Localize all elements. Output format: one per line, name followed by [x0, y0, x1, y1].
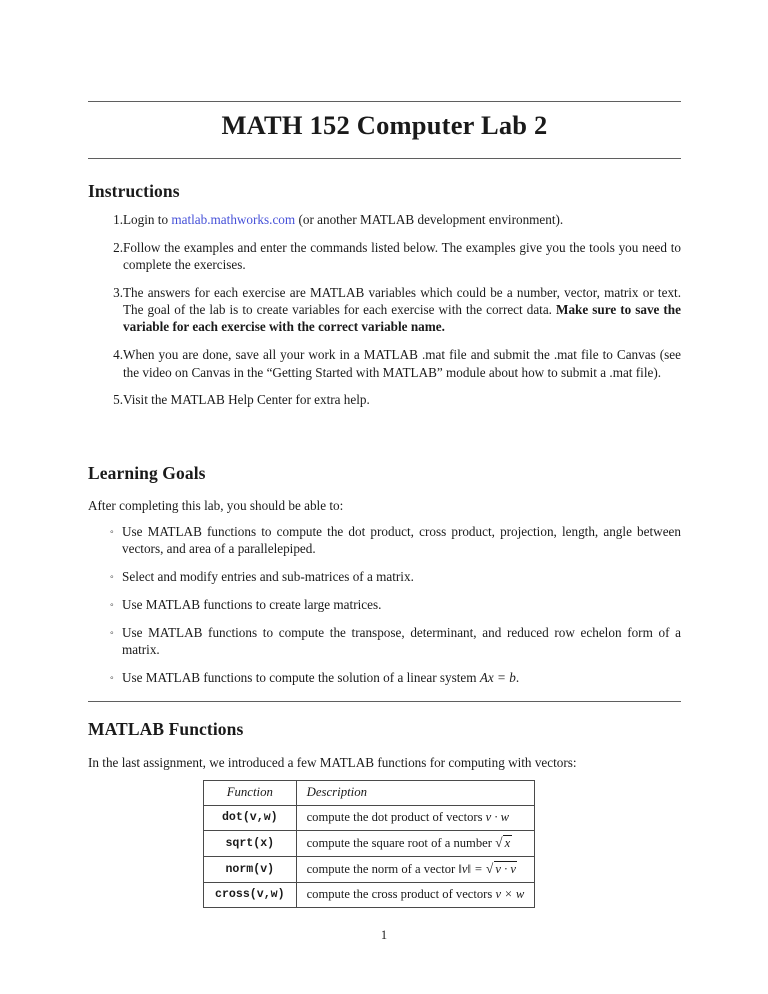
list-item [88, 239, 681, 274]
matlab-functions-intro: In the last assignment, we introduced a few MATLAB functions for computing with vectors: [88, 755, 577, 770]
table-row [204, 806, 535, 831]
description-text: compute the square root of a number [306, 836, 496, 850]
matlab-mathworks-link[interactable]: matlab.mathworks.com [171, 212, 296, 227]
table-header-row [204, 781, 535, 806]
table-header-function: Function [204, 781, 297, 806]
list-item [88, 624, 681, 659]
learning-goals-list [88, 523, 681, 686]
list-item-text: Follow the examples and enter the commands listed below. The examples give you the tools you need to complete the exercises. [123, 239, 681, 273]
table-cell-description [296, 883, 535, 908]
table-cell-function: norm(v) [204, 857, 297, 883]
list-item [88, 211, 681, 228]
bullet-icon: ◦ [110, 572, 114, 584]
inline-math: v × w [495, 887, 525, 901]
list-item-text: Use MATLAB functions to compute the solution of a linear system [122, 669, 480, 685]
learning-goals-intro: After completing this lab, you should be able to: [88, 498, 344, 513]
bullet-icon: ◦ [110, 627, 114, 639]
instructions-list [88, 211, 681, 409]
description-text: compute the norm of a vector [306, 862, 459, 876]
table-cell-function: cross(v,w) [204, 883, 297, 908]
sqrt-math [495, 835, 512, 851]
list-item-text: Use MATLAB functions to create large matrices. [122, 596, 382, 612]
list-item [88, 568, 681, 585]
bullet-icon: ◦ [110, 672, 114, 684]
list-item [88, 391, 681, 408]
inline-math: ‖v‖ = [458, 862, 486, 876]
table-cell-description [296, 857, 535, 883]
list-item-text: When you are done, save all your work in a MATLAB .mat file and submit the .mat file to Canvas (see the video on Canvas in the “Getting Started with MATLAB” module about how to submit a .mat file). [123, 347, 681, 380]
list-marker: 4. [113, 347, 123, 363]
list-item [88, 669, 681, 686]
description-text: compute the dot product of vectors [306, 810, 486, 824]
list-marker: 5. [113, 392, 123, 408]
list-item-text-after: . [515, 669, 520, 685]
matlab-functions-table [203, 780, 535, 908]
list-item [88, 523, 681, 558]
table-cell-function: sqrt(x) [204, 831, 297, 857]
heading-instructions: Instructions [88, 181, 180, 201]
list-item-emphasis: Make sure to save the variable for each exercise with the correct variable name. [123, 302, 681, 335]
sqrt-radicand: v · v [495, 862, 516, 876]
list-item-text: Use MATLAB functions to compute the transpose, determinant, and reduced row echelon form of a matrix. [122, 624, 681, 657]
list-item-text-suffix: (or another MATLAB development environment). [295, 212, 564, 227]
heading-matlab-functions: MATLAB Functions [88, 719, 244, 739]
list-item [88, 596, 681, 613]
description-text: compute the cross product of vectors [306, 887, 496, 901]
section-rule [88, 701, 681, 702]
table-cell-description [296, 831, 535, 857]
table-row [204, 857, 535, 883]
title-rule-top [88, 101, 681, 102]
bullet-icon: ◦ [110, 599, 114, 611]
list-item-text: The answers for each exercise are MATLAB variables which could be a number, vector, matrix or text. The goal of the lab is to create variables for each exercise with the correct data. [123, 284, 681, 318]
list-marker: 3. [113, 284, 123, 300]
table-cell-function: dot(v,w) [204, 806, 297, 831]
list-item-text-prefix: Login to [123, 212, 172, 227]
table-cell-description [296, 806, 535, 831]
bullet-icon: ◦ [110, 527, 114, 538]
sqrt-radicand: x [504, 836, 511, 850]
list-item-text: Visit the MATLAB Help Center for extra help. [123, 392, 370, 408]
heading-learning-goals: Learning Goals [88, 463, 206, 483]
inline-math: v · w [485, 810, 510, 824]
table-row [204, 883, 535, 908]
table-header-description: Description [296, 781, 535, 806]
list-item-text: Use MATLAB functions to compute the dot product, cross product, projection, length, angle between vectors, and area of a parallelepiped. [122, 524, 681, 557]
inline-math: Ax = b [479, 669, 516, 685]
list-marker: 1. [113, 212, 123, 227]
table-row [204, 831, 535, 857]
list-item-text: Select and modify entries and sub-matrices of a matrix. [122, 569, 414, 585]
title-rule-bottom [88, 158, 681, 159]
sqrt-math [486, 861, 518, 877]
page-number: 1 [380, 928, 388, 942]
page-title: MATH 152 Computer Lab 2 [221, 110, 548, 140]
list-marker: 2. [113, 239, 123, 255]
list-item [88, 284, 681, 336]
list-item [88, 346, 681, 381]
